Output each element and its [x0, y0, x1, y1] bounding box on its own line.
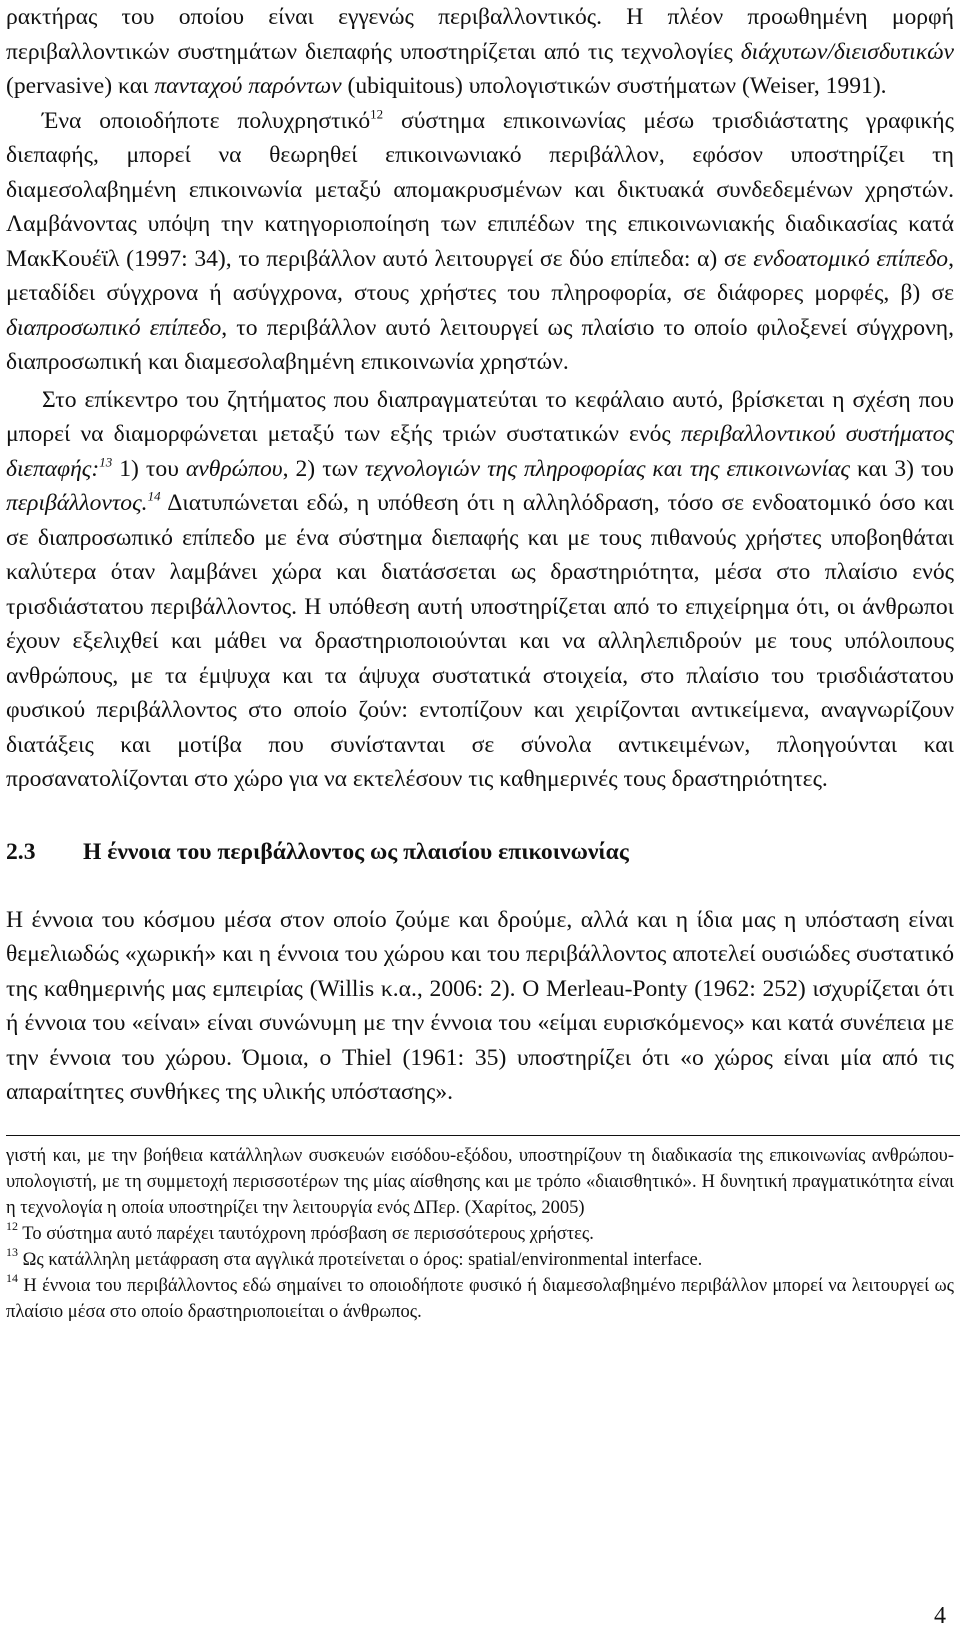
footnote-text: Η έννοια του περιβάλλοντος εδώ σημαίνει το οποιοδήποτε φυσικό ή διαμεσολαβημένο περιβάλλον μπορεί να λειτουργεί ως πλαίσιο μέσα στο οποίο δραστηριοποιείται ο άνθρωπος.	[6, 1275, 955, 1322]
footnote-14	[6, 1270, 955, 1325]
footnotes	[6, 1143, 954, 1325]
text: (pervasive) και	[6, 73, 155, 99]
emphasis: τεχνολογιών της πληροφορίας και της επικοινωνίας	[364, 455, 850, 482]
text: 1) του	[112, 455, 186, 482]
footnote-text: Το σύστημα αυτό παρέχει ταυτόχρονη πρόσβαση σε περισσότερους χρήστες.	[22, 1223, 594, 1244]
paragraph-3	[6, 383, 954, 797]
text: ρακτήρας του οποίου είναι εγγενώς περιβαλλοντικός. Η πλέον προωθημένη μορφή περιβαλλοντικών συστημάτων διεπαφής υποστηρίζεται από τις τεχνολογίες	[6, 4, 954, 65]
emphasis: διαπροσωπικό επίπεδο	[6, 314, 222, 341]
emphasis: περιβαλλοντικού συστήματος διεπαφής:	[6, 421, 955, 482]
text: , το περιβάλλον αυτό λειτουργεί ως πλαίσιο το οποίο φιλοξενεί σύγχρονη, διαπροσωπική και διαμεσολαβημένη επικοινωνία χρηστών.	[6, 314, 955, 375]
emphasis: πανταχού παρόντων	[154, 73, 342, 99]
emphasis: διάχυτων/διεισδυτικών	[740, 38, 954, 65]
emphasis: ανθρώπου	[185, 455, 283, 482]
footnote-ref-14[interactable]: 14	[147, 488, 161, 504]
footnote-ref-13[interactable]: 13	[99, 453, 113, 469]
paragraph-4: Η έννοια του κόσμου μέσα στον οποίο ζούμε και δρούμε, αλλά και η ίδια μας η υπόσταση είναι θεμελιωδώς «χωρική» και η έννοια του χώρου και του περιβάλλοντος αποτελεί ουσιώδες συστατικό της καθημερινής μας εμπειρίας (Willis κ.α., 2006: 2). Ο Merleau-Ponty (1962: 252) ισχυρίζεται ότι ή έννοια του «είναι» είναι συνώνυμη με την έννοια του «είμαι ευρισκόμενος» και κατά συνέπεια με την έννοια του χώρου. Όμοια, ο Thiel (1961: 35) υποστηρίζει ότι «ο χώρος είναι μία από τις απαραίτητες συνθήκες της υλικής υπόστασης».	[6, 906, 954, 1105]
paragraph-2	[6, 104, 954, 380]
text: και 3) του	[849, 455, 954, 482]
text: σύστημα επικοινωνίας μέσω τρισδιάστατης γραφικής διεπαφής, μπορεί να θεωρηθεί επικοινωνιακό περιβάλλον, εφόσον υποστηρίζει τη διαμεσολαβημένη επικοινωνία μεταξύ απομακρυσμένων και δικτυακά συνδεδεμένων χρηστών. Λαμβάνοντας υπόψη την κατηγοριοποίηση των επιπέδων της επικοινωνιακής διαδικασίας κατά ΜακΚουέϊλ (1997: 34), το περιβάλλον αυτό λειτουργεί σε δύο επίπεδα: α) σε	[6, 107, 954, 272]
text: , 2) των	[282, 455, 365, 482]
footnote-number: 12	[6, 1218, 18, 1233]
footnote-text: Ως κατάλληλη μετάφραση στα αγγλικά προτείνεται ο όρος: spatial/environmental interface.	[22, 1249, 703, 1270]
document-page	[6, 0, 954, 1647]
footnote-number: 14	[6, 1270, 18, 1285]
section-body	[6, 903, 954, 1110]
text: , μεταδίδει σύγχρονα ή ασύγχρονα, στους χρήστες του πληροφορία, σε διάφορες μορφές, β) σε	[6, 245, 954, 306]
text: Ένα οποιοδήποτε πολυχρηστικό	[42, 107, 371, 134]
section-number: 2.3	[6, 838, 36, 865]
footnote-continued: γιστή και, με την βοήθεια κατάλληλων συσκευών εισόδου-εξόδου, υποστηρίζουν τη διαδικασία της επικοινωνίας ανθρώπου-υπολογιστή, με τη συμμετοχή περισσοτέρων της μίας αίσθησης και με τρόπο «διαισθητικό». Η δυνητική πραγματικότητα είναι η τεχνολογία η οποία υποστηρίζει την λειτουργία ενός ΔΠερ. (Χαρίτος, 2005)	[6, 1145, 954, 1218]
footnote-ref-12[interactable]: 12	[370, 105, 384, 121]
paragraph-1	[6, 0, 954, 104]
emphasis: ενδοατομικό επίπεδο	[753, 245, 949, 272]
footnote-12	[6, 1218, 954, 1247]
body-text	[6, 0, 954, 797]
footnote-divider	[6, 1135, 960, 1136]
emphasis: περιβάλλοντος.	[6, 490, 148, 516]
page-number: 4	[934, 1603, 946, 1629]
section-title: Η έννοια του περιβάλλοντος ως πλαισίου επικοινωνίας	[83, 838, 629, 865]
text: Διατυπώνεται εδώ, η υπόθεση ότι η αλληλόδραση, τόσο σε ενδοατομικό όσο και σε διαπροσωπικό επίπεδο με ένα σύστημα διεπαφής και με τους πιθανούς χρήστες υποβοηθάται καλύτερα όταν λαμβάνει χώρα και διατάσσεται ως δραστηριότητα, μέσα στο πλαίσιο ενός τρισδιάστατου περιβάλλοντος. Η υπόθεση αυτή υποστηρίζεται από το επιχείρημα ότι, οι άνθρωποι έχουν εξελιχθεί και μάθει να δραστηριοποιούνται και να αλληλεπιδρούν με τους υπόλοιπους ανθρώπους, με τα έμψυχα και τα άψυχα συστατικά στοιχεία, στο πλαίσιο του τρισδιάστατου φυσικού περιβάλλοντος στο οποίο ζούν: εντοπίζουν και χειρίζονται αντικείμενα, αναγνωρίζουν διατάξεις και μοτίβα που συνίστανται σε σύνολα αντικειμένων, πλοηγούνται και προσανατολίζονται στο χώρο για να εκτελέσουν τις καθημερινές τους δραστηριότητες.	[6, 490, 954, 792]
text: Στο επίκεντρο του ζητήματος που διαπραγματεύται το κεφάλαιο αυτό, βρίσκεται η σχέση που μπορεί να διαμορφώνεται μεταξύ των εξής τριών συστατικών ενός	[6, 386, 954, 447]
section-heading	[6, 835, 954, 869]
footnote-13	[6, 1244, 954, 1273]
text: (ubiquitous) υπολογιστικών συστήματων (Weiser, 1991).	[341, 73, 887, 99]
footnote-number: 13	[6, 1244, 18, 1259]
